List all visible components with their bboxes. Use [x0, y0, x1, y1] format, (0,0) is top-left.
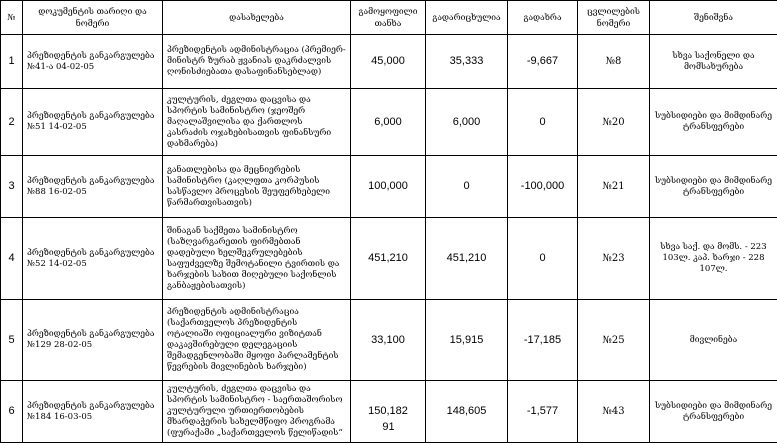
- page-number: 91: [0, 421, 777, 433]
- table-row: [1, 89, 777, 156]
- row-change-number: №23: [578, 218, 650, 300]
- row-number: 4: [1, 218, 23, 300]
- row-number: 5: [1, 300, 23, 381]
- row-number: 1: [1, 35, 23, 89]
- header-deviation: გადახრა: [508, 1, 578, 35]
- header-document: დოკუმენტის თარიღი და ნომერი: [23, 1, 163, 35]
- row-note: სუბსიდიები და მიმდინარე ტრანსფერები: [650, 89, 777, 156]
- row-allocated: 33,100: [351, 300, 426, 381]
- table-row: [1, 300, 777, 381]
- row-transferred: 451,210: [426, 218, 508, 300]
- row-note: სხვა საქ. და მომს. - 223 103ლ. კაპ. ხარჯი - 228 107ლ.: [650, 218, 777, 300]
- row-description: შინაგან საქმეთა სამინისტრო (საზღვარგარეთის ფირმებთან დადებული ხელშეკრულებების საფუძველზე შემოტანილი ტვირთის და ხარჯების სახით მიღებული საქონლის განბაჟებისათვის): [163, 218, 351, 300]
- header-transferred: გადარიცხულია: [426, 1, 508, 35]
- row-allocated: 451,210: [351, 218, 426, 300]
- row-description: კულტურის, ძეგლთა დაცვისა და სპორტის სამინისტრო - საერთაშორისო კულტურული ურთიერთობების მხარდაჭერის სახელმწიფო პროგრამა (ფურაქამი „საქართველოს წელიწადის“: [163, 381, 351, 443]
- row-deviation: -1,577: [508, 381, 578, 443]
- row-transferred: 6,000: [426, 89, 508, 156]
- row-document: პრეზიდენტის განკარგულება №88 16-02-05: [23, 156, 163, 218]
- header-note: შენიშვნა: [650, 1, 777, 35]
- row-transferred: 0: [426, 156, 508, 218]
- row-deviation: -100,000: [508, 156, 578, 218]
- header-description: დასახელება: [163, 1, 351, 35]
- row-transferred: 148,605: [426, 381, 508, 443]
- row-note: სუბსიდიები და მიმდინარე ტრანსფერები: [650, 381, 777, 443]
- row-change-number: №25: [578, 300, 650, 381]
- row-deviation: 0: [508, 89, 578, 156]
- row-document: პრეზიდენტის განკარგულება №41-ა 04-02-05: [23, 35, 163, 89]
- row-change-number: №21: [578, 156, 650, 218]
- row-deviation: -9,667: [508, 35, 578, 89]
- header-number: №: [1, 1, 23, 35]
- row-description: განათლებისა და მეცნიერების სამინისტრო (კაღლფთა კორპუსის სასწავლო პროცესის შეუფერხებელი წარმართვისათვის): [163, 156, 351, 218]
- row-note: სუბსიდიები და მიმდინარე ტრანსფერები: [650, 156, 777, 218]
- row-description: კულტურის, ძეგლთა დაცვისა და სპორტის სამინისტრო (ჯეოშერ მაღალაშვილისა და ქართლოს კასრაძის ოჯახებისათვის ფინანსური დახმარება): [163, 89, 351, 156]
- row-document: პრეზიდენტის განკარგულება №129 28-02-05: [23, 300, 163, 381]
- row-description: პრეზიდენტის ადმინისტრაცია (პრემიერ-მინისტრ ზურაბ ჟვანიას დაკრძალვის ღონისძიებათა დასაფინანსებლად): [163, 35, 351, 89]
- row-allocated: 150,182: [351, 381, 426, 443]
- row-description: პრეზიდენტის ადმინისტრაცია (საქართველოს პრეზიდენტის ოტალიაში ოფიციალური ვიზიტთან დაკავშირებული დელეგაციის შემადგენლობაში მყოფი პარლამენტის წევრების მივლინების ხარჯები): [163, 300, 351, 381]
- row-transferred: 35,333: [426, 35, 508, 89]
- row-number: 6: [1, 381, 23, 443]
- row-allocated: 6,000: [351, 89, 426, 156]
- row-document: პრეზიდენტის განკარგულება №52 14-02-05: [23, 218, 163, 300]
- table-row: [1, 381, 777, 443]
- row-change-number: №8: [578, 35, 650, 89]
- table-row: [1, 218, 777, 300]
- table-row: [1, 35, 777, 89]
- row-number: 2: [1, 89, 23, 156]
- row-number: 3: [1, 156, 23, 218]
- row-document: პრეზიდენტის განკარგულება №51 14-02-05: [23, 89, 163, 156]
- row-note: სხვა საქონელი და მომსახურება: [650, 35, 777, 89]
- header-allocated: გამოყოფილი თანხა: [351, 1, 426, 35]
- header-change-number: ცვლილების ნომერი: [578, 1, 650, 35]
- row-allocated: 100,000: [351, 156, 426, 218]
- row-deviation: -17,185: [508, 300, 578, 381]
- row-transferred: 15,915: [426, 300, 508, 381]
- table-row: [1, 156, 777, 218]
- row-change-number: №43: [578, 381, 650, 443]
- table-header-row: [1, 1, 777, 35]
- row-note: მივლინება: [650, 300, 777, 381]
- row-change-number: №20: [578, 89, 650, 156]
- row-document: პრეზიდენტის განკარგულება №184 16-03-05: [23, 381, 163, 443]
- row-deviation: 0: [508, 218, 578, 300]
- row-allocated: 45,000: [351, 35, 426, 89]
